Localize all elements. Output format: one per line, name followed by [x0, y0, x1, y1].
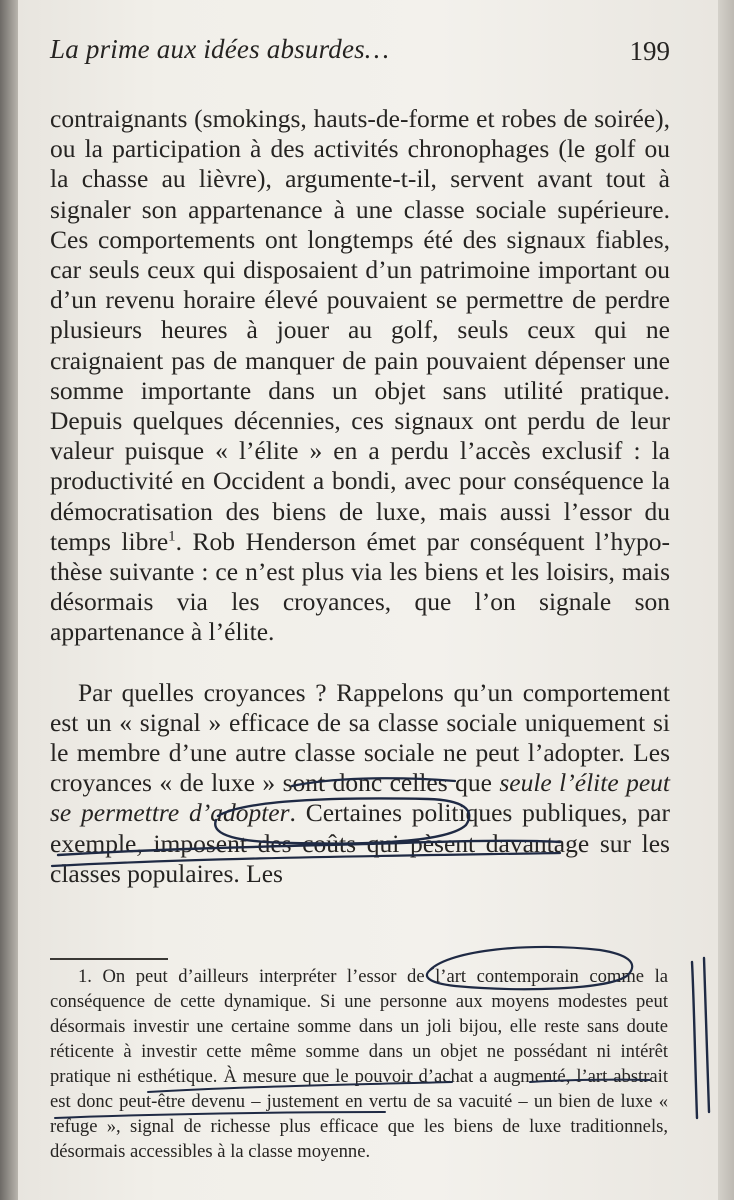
paragraph-2 — [50, 678, 670, 889]
footnote — [50, 964, 668, 1164]
paragraph-1-text-a: contraignants (smokings, hauts-de-forme et robes de soirée), ou la participation à des activités chronophages (le golf ou la chasse au lièvre), argumente-t-il, servent avant tout à signaler son appartenance à une classe sociale supérieure. Ces comportements ont longtemps été des signaux fiables, car seuls ceux qui disposaient d’un patrimoine important ou d’un revenu horaire élevé pouvaient se permettre de perdre plusieurs heures à jouer au golf, seuls ceux qui ne craignaient pas de manquer de pain pouvaient dépenser une somme importante dans un objet sans utilité pratique. Depuis quelques décennies, ces signaux ont perdu de leur valeur puisque « l’élite » en a perdu l’accès exclusif : la productivité en Occident a bondi, avec pour conséquence la démocratisation des biens de luxe, mais aussi l’essor du temps libre — [50, 104, 670, 556]
footnote-reference: 1 — [168, 528, 176, 545]
footnote-text: 1. On peut d’ailleurs interpréter l’essor de l’art contemporain comme la conséquence de cette dynamique. Si une personne aux moyens modestes peut désormais investir une certaine somme dans un joli bijou, elle reste sans doute réticente à investir cette même somme dans un objet ne possédant ni intérêt pratique ni esthétique. À mesure que le pouvoir d’achat a augmenté, l’art abstrait est donc peut-être devenu – justement en vertu de sa vacuité – un bien de luxe « refuge », signal de richesse plus efficace que les biens de luxe traditionnels, désormais accessibles à la classe moyenne. — [50, 966, 668, 1162]
paragraph-2-text-a: Par quelles croyances ? Rappelons qu’un comportement est un « signal » efficace de sa classe sociale uniquement si le membre d’une autre classe sociale ne peut l’adopter. Les croyances « de luxe » sont donc celles que — [50, 677, 670, 798]
paragraph-1-text-b: . Rob Henderson émet par conséquent l’hypothèse suivante : ce n’est plus via les biens et les loisirs, mais désormais via les croyances, que l’on signale son appartenance à l’élite. — [50, 526, 670, 647]
running-title: La prime aux idées absurdes… — [50, 34, 390, 64]
page-shadow-left — [0, 0, 18, 1200]
paragraph-2-italic: seule l’élite peut se permettre d’adopter — [50, 768, 670, 828]
body-text — [50, 104, 670, 889]
running-head — [50, 28, 670, 68]
page-number: 199 — [629, 36, 670, 66]
paragraph-1 — [50, 104, 670, 648]
page-edge-right — [718, 0, 734, 1200]
paragraph-2-text-b: . Certaines politiques publiques, par exemple, imposent des coûts qui pèsent davantage sur les classes populaires. Les — [50, 798, 670, 888]
footnote-rule — [50, 958, 168, 960]
